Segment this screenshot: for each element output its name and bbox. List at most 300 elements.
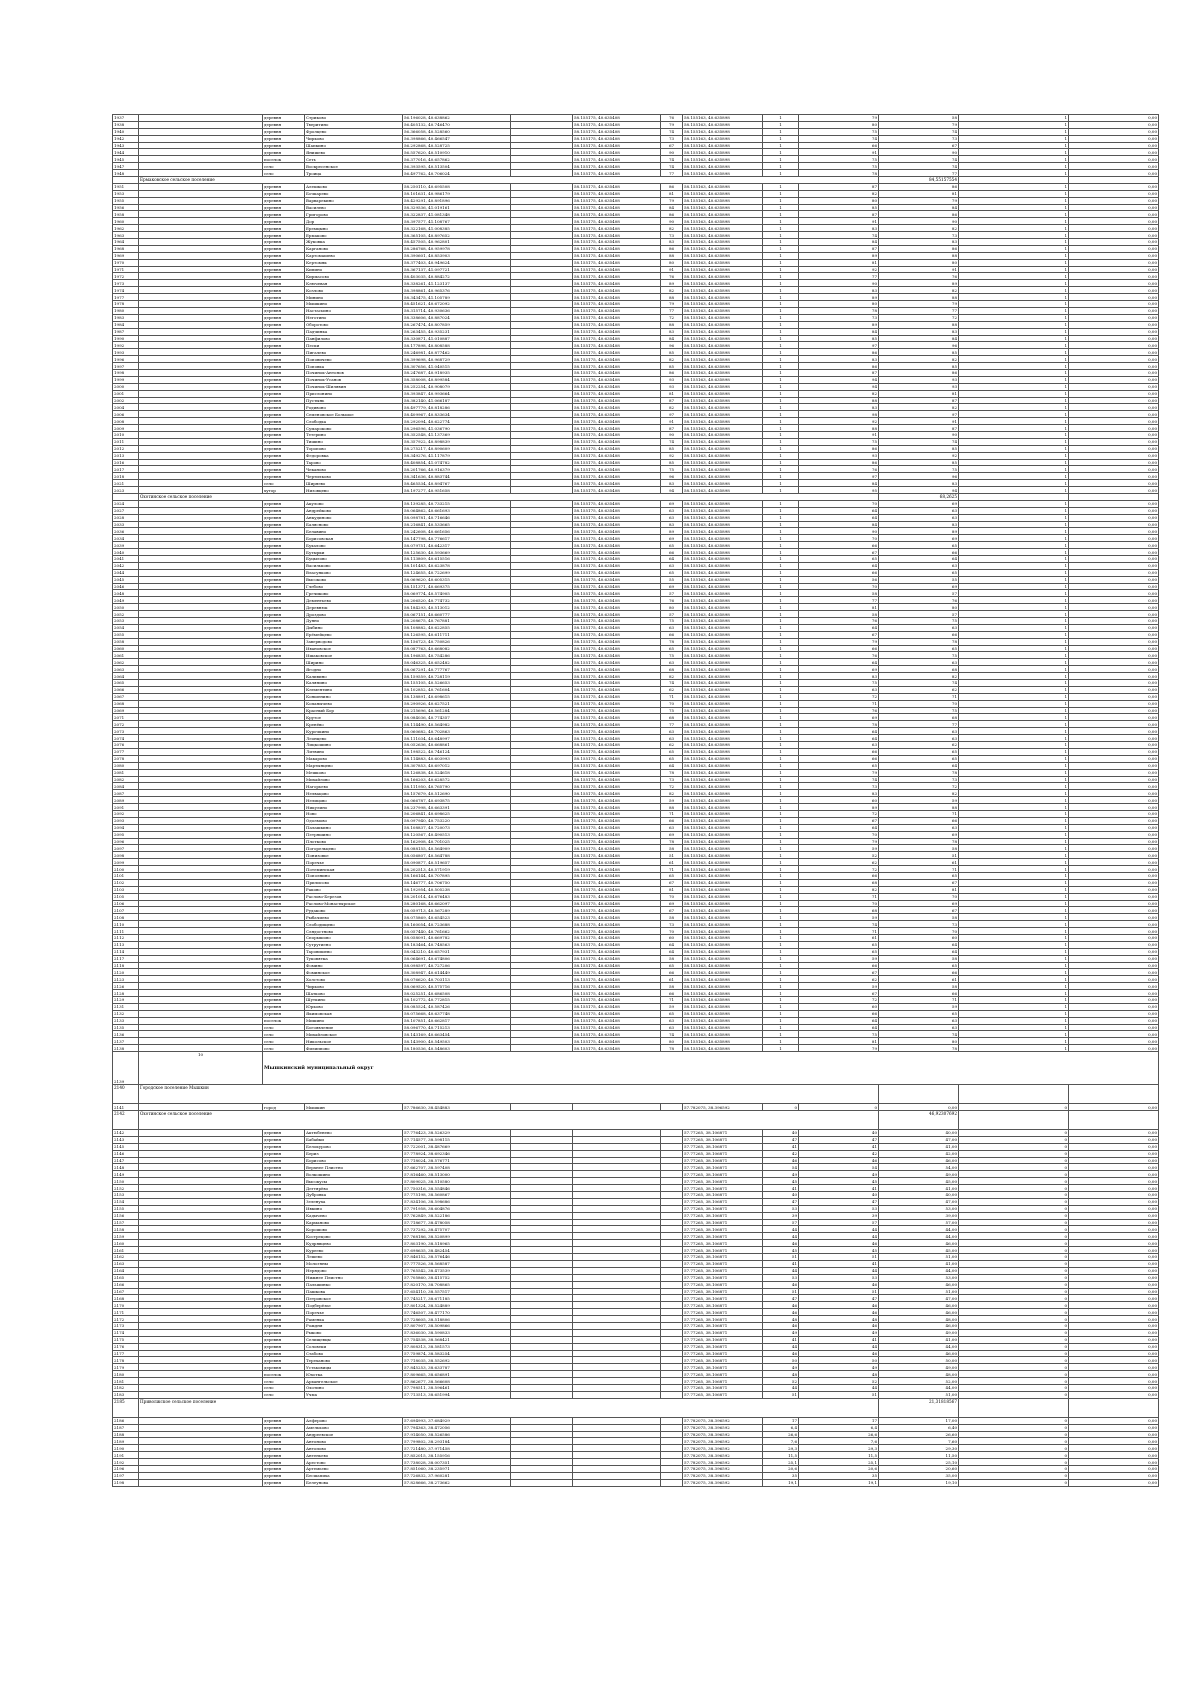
spacer-cell [511,376,573,383]
spacer-cell [573,1143,661,1150]
row-number: 2147 [113,1157,139,1164]
distance-a: 45 [763,1178,799,1185]
settlement-coords: 58.196835, 40.754286 [403,652,511,659]
distance-a: 17 [763,1417,799,1424]
row-number: 2091 [113,804,139,811]
center-coords: 58.155175, 40.635408 [573,673,661,680]
table-row [113,342,1159,349]
distance-value: 65 [661,755,683,762]
distance-value: 93 [661,383,683,390]
distance-b: 41 [799,1185,879,1192]
center-coords: 58.155175, 40.635408 [573,369,661,376]
settlement-type: деревня [263,707,305,714]
flag-value: 1 [959,914,1069,921]
result-value: 0,00 [1069,824,1159,831]
flag-value: 1 [959,797,1069,804]
settlement-type: село [263,1024,305,1031]
flag-value: 1 [959,397,1069,404]
spacer-cell [511,824,573,831]
distance-a: 65 [799,948,879,955]
spacer-cell [139,1130,263,1137]
distance-a: 75 [799,128,879,135]
settlement-coords: 58.409967, 40.833634 [403,411,511,418]
flag-value: 1 [959,804,1069,811]
flag-value: 1 [959,301,1069,308]
table-row [113,328,1159,335]
center-coords: 58.155175, 40.635408 [573,390,661,397]
result-value: 0,00 [1069,1424,1159,1431]
spacer-cell [511,997,573,1004]
count-value: 1 [763,755,799,762]
spacer-cell [573,1431,661,1438]
flag-value: 1 [959,962,1069,969]
hub-coords: 57.77265, 38.106871 [683,1357,763,1364]
hub-coords: 57.77265, 38.106871 [683,1371,763,1378]
spacer-cell [511,1212,573,1219]
settlement-coords: 58.338606, 40.887024 [403,314,511,321]
count-value: 1 [763,363,799,370]
distance-a: 65 [799,556,879,563]
row-number: 2084 [113,783,139,790]
distance-a: 47 [763,1136,799,1143]
spacer-cell [139,521,263,528]
count-value: 1 [763,273,799,280]
flag-value: 1 [959,680,1069,687]
distance-value: 82 [661,790,683,797]
table-row [113,1003,1159,1010]
spacer-cell [139,748,263,755]
distance-a: 87 [799,369,879,376]
settlement-coords: 58.076620, 40.703113 [403,976,511,983]
settlement-coords: 57.718024, 38.576771 [403,1157,511,1164]
distance-c: 49,00 [879,1329,959,1336]
distance-value: 77 [661,721,683,728]
count-value: 1 [763,735,799,742]
result-value: 0,00 [1069,1378,1159,1385]
distance-value: 78 [661,1045,683,1052]
count-value: 1 [763,397,799,404]
distance-b: 44 [799,1226,879,1233]
count-value: 1 [763,425,799,432]
distance-a: 73 [799,783,879,790]
spacer-cell [511,797,573,804]
settlement-coords: 56.393595, 40.513504 [403,163,511,170]
settlement-type: деревня [263,1316,305,1323]
settlement-coords: 56.398866, 40.466547 [403,135,511,142]
result-value: 0,00 [1069,1240,1159,1247]
settlement-name: Мартынцево [305,762,403,769]
distance-a: 76 [799,618,879,625]
spacer-cell [139,645,263,652]
row-number: 2073 [113,728,139,735]
settlement-type: деревня [263,742,305,749]
spacer-cell [511,1329,573,1336]
distance-a: 58 [799,590,879,597]
settlement-type: деревня [263,135,305,142]
distance-value: 69 [661,500,683,507]
distance-b: 66 [879,969,959,976]
count-value: 1 [763,693,799,700]
row-number: 1977 [113,294,139,301]
result-value: 0,00 [1069,225,1159,232]
distance-a: 41 [763,1336,799,1343]
hub-coords: 58.155163, 40.635898 [683,624,763,631]
center-coords: 58.155175, 40.635408 [573,914,661,921]
settlement-coords: 58.069620, 40.605315 [403,576,511,583]
row-number: 1958 [113,211,139,218]
spacer-cell [661,1130,683,1137]
result-value: 0,00 [1069,1247,1159,1254]
row-number: 2011 [113,438,139,445]
row-number: 2058 [113,638,139,645]
distance-value: 85 [661,445,683,452]
section-total: 21,31818567 [879,1398,959,1417]
spacer-cell [139,769,263,776]
table-row [113,934,1159,941]
settlement-coords: 58.046325, 40.652482 [403,659,511,666]
spacer-cell [573,1185,661,1192]
spacer-cell [511,1198,573,1205]
result-value: 0,00 [1069,115,1159,122]
distance-a: 94 [799,383,879,390]
distance-value: 79 [661,197,683,204]
settlement-name: Еремцыно [305,225,403,232]
distance-b: 72 [879,314,959,321]
distance-b: 46 [799,1302,879,1309]
center-coords: 58.155175, 40.635408 [573,266,661,273]
distance-a: 48 [763,1316,799,1323]
flag-value: 1 [959,755,1069,762]
spacer-cell [661,1302,683,1309]
row-number: 2061 [113,652,139,659]
spacer-cell [511,1130,573,1137]
table-row [113,810,1159,817]
distance-a: 74 [799,135,879,142]
row-number: 2095 [113,831,139,838]
settlement-name: Родивоно [305,404,403,411]
row-number: 2133 [113,1017,139,1024]
distance-value: 96 [661,342,683,349]
distance-value: 67 [661,142,683,149]
count-value: 1 [763,962,799,969]
table-row [113,990,1159,997]
distance-a: 95 [799,487,879,494]
spacer-cell [573,1198,661,1205]
settlement-coords: 58.352548, 41.137369 [403,431,511,438]
center-coords: 58.155175, 40.635408 [573,831,661,838]
distance-b: 69 [879,500,959,507]
distance-b: 46 [799,1157,879,1164]
flag-value: 1 [959,128,1069,135]
count-value: 1 [763,590,799,597]
settlement-name: Ширино [305,659,403,666]
result-value: 0,00 [1069,383,1159,390]
distance-value: 83 [661,239,683,246]
distance-b: 53 [799,1205,879,1212]
flag-value: 1 [959,163,1069,170]
table-row [113,204,1159,211]
distance-a: 84 [799,239,879,246]
table-row [113,507,1159,514]
spacer-cell [139,886,263,893]
spacer-cell [139,418,263,425]
table-row [113,659,1159,666]
distance-b: 85 [879,363,959,370]
spacer-cell [139,197,263,204]
table-row [113,831,1159,838]
spacer-cell [139,1465,263,1472]
settlement-name: Литвино [305,748,403,755]
settlement-type: деревня [263,115,305,122]
distance-value: 65 [661,542,683,549]
distance-value: 74 [661,1031,683,1038]
spacer-cell [139,707,263,714]
table-row [113,1233,1159,1240]
settlement-coords: 57.791958, 38.604876 [403,1205,511,1212]
settlement-coords: 56.206841, 40.698625 [403,810,511,817]
table-row [113,500,1159,507]
table-row [113,1329,1159,1336]
spacer-cell [573,1130,661,1137]
settlement-name: Тишино [305,438,403,445]
spacer-cell [661,1247,683,1254]
row-number: 2018 [113,473,139,480]
spacer-cell [139,1185,263,1192]
distance-b: 7,6 [799,1438,879,1445]
settlement-type: деревня [263,783,305,790]
hub-coords: 58.155163, 40.635898 [683,376,763,383]
spacer-cell [573,1254,661,1261]
settlement-type: деревня [263,569,305,576]
table-row [113,976,1159,983]
settlement-name: Дроздово [305,611,403,618]
settlement-coords: 58.290926, 40.627521 [403,700,511,707]
settlement-coords: 58.056807, 40.564788 [403,852,511,859]
distance-a: 59 [799,914,879,921]
settlement-type: деревня [263,1143,305,1150]
spacer-cell [139,549,263,556]
distance-a: 49 [763,1329,799,1336]
settlement-type: деревня [263,314,305,321]
distance-a: 87 [799,245,879,252]
settlement-type: деревня [263,418,305,425]
distance-b: 62 [879,742,959,749]
spacer-cell [139,245,263,252]
distance-a: 49 [763,1364,799,1371]
distance-b: 40 [799,1192,879,1199]
distance-b: 46 [799,1309,879,1316]
spacer-cell [511,990,573,997]
count-value: 1 [763,342,799,349]
settlement-type: деревня [263,307,305,314]
distance-value: 73 [661,232,683,239]
row-number: 2028 [113,514,139,521]
result-value: 0,00 [1069,776,1159,783]
distance-value: 91 [661,266,683,273]
count-value: 1 [763,941,799,948]
settlement-name: Раслово-Монастырское [305,900,403,907]
row-number: 2106 [113,900,139,907]
distance-a: 51 [763,1288,799,1295]
row-number: 2078 [113,755,139,762]
settlement-name: Бутырки [305,549,403,556]
settlement-coords: 57.738028, 38.007351 [403,1459,511,1466]
center-coords: 58.155175, 40.635408 [573,287,661,294]
distance-value: 85 [661,363,683,370]
settlement-type: деревня [263,810,305,817]
center-coords: 58.155175, 40.635408 [573,686,661,693]
hub-coords: 58.155163, 40.635898 [683,128,763,135]
row-number: 1978 [113,301,139,308]
result-value: 0,00 [1069,831,1159,838]
table-row [113,1479,1159,1486]
spacer-cell [661,1150,683,1157]
settlement-type: деревня [263,1357,305,1364]
distance-b: 41 [799,1260,879,1267]
hub-coords: 57.77265, 38.106871 [683,1288,763,1295]
distance-c: 46,00 [879,1302,959,1309]
spacer-cell [511,390,573,397]
count-value: 1 [763,466,799,473]
settlement-coords: 57.809665, 38.656891 [403,1371,511,1378]
center-coords: 58.155175, 40.635408 [573,714,661,721]
settlement-name: Богоявление [305,1024,403,1031]
spacer-cell [139,301,263,308]
flag-value: 0 [959,1465,1069,1472]
center-coords: 58.155175, 40.635408 [573,1024,661,1031]
settlement-coords: 58.367137, 41.097721 [403,266,511,273]
table-row [113,769,1159,776]
settlement-coords: 58.151371, 40.669375 [403,583,511,590]
spacer-cell [511,576,573,583]
distance-b: 0 [799,1104,879,1111]
table-row [113,542,1159,549]
flag-value: 0 [959,1378,1069,1385]
distance-b: 74 [879,156,959,163]
settlement-coords: 57.722001, 38.487669 [403,1143,511,1150]
distance-b: 63 [879,1024,959,1031]
settlement-name: Бериз [305,1150,403,1157]
center-coords: 58.155175, 40.635408 [573,121,661,128]
spacer-cell [139,742,263,749]
distance-c: 51,00 [879,1391,959,1398]
count-value: 1 [763,783,799,790]
table-row [113,397,1159,404]
hub-coords: 58.155163, 40.635898 [683,411,763,418]
hub-coords: 58.155163, 40.635898 [683,790,763,797]
table-row [113,886,1159,893]
result-value: 0,00 [1069,294,1159,301]
spacer-cell [511,583,573,590]
distance-value: 63 [661,1017,683,1024]
table-row [113,487,1159,494]
settlement-type: деревня [263,1459,305,1466]
spacer-cell [511,1240,573,1247]
settlement-type: деревня [263,983,305,990]
distance-a: 85 [799,204,879,211]
settlement-type: деревня [263,928,305,935]
settlement-coords: 57.759874, 38.583254 [403,1350,511,1357]
spacer-cell [139,121,263,128]
distance-c: 41,00 [879,1185,959,1192]
distance-b: 63 [879,507,959,514]
distance-c: 53,00 [879,1205,959,1212]
settlement-type: деревня [263,638,305,645]
hub-coords: 57.77265, 38.106871 [683,1336,763,1343]
distance-c: 48,00 [879,1371,959,1378]
distance-c: 57,00 [879,1219,959,1226]
distance-b: 47 [799,1136,879,1143]
spacer-cell [511,611,573,618]
distance-a: 59 [799,983,879,990]
spacer-cell [139,466,263,473]
distance-value: 84 [661,335,683,342]
flag-value: 0 [959,1302,1069,1309]
table-row [113,838,1159,845]
settlement-name: Карманово [305,1219,403,1226]
flag-value: 1 [959,363,1069,370]
settlement-coords: 58.377403, 40.949624 [403,259,511,266]
flag-value: 1 [959,597,1069,604]
hub-coords: 58.155163, 40.635898 [683,618,763,625]
settlement-coords: 58.125630, 40.593669 [403,549,511,556]
count-value: 1 [763,218,799,225]
distance-a: 79 [799,115,879,122]
spacer-cell [511,962,573,969]
table-row [113,611,1159,618]
count-value: 1 [763,542,799,549]
hub-coords: 57.77265, 38.106871 [683,1178,763,1185]
flag-value: 0 [959,1192,1069,1199]
row-number: 2016 [113,459,139,466]
settlement-name: Слободищево [305,921,403,928]
table-row [113,962,1159,969]
distance-value: 57 [661,611,683,618]
distance-b: 87 [879,425,959,432]
spacer-cell [139,1472,263,1479]
distance-a: 51 [763,1391,799,1398]
distance-b: 84 [879,204,959,211]
table-row [113,645,1159,652]
spacer-cell [511,831,573,838]
hub-coords: 57.77265, 38.106871 [683,1185,763,1192]
distance-c: 35,00 [879,1472,959,1479]
spacer-cell [959,493,1069,500]
distance-value: 58 [661,983,683,990]
distance-a: 78 [799,307,879,314]
spacer-cell [139,1136,263,1143]
spacer-cell [661,1212,683,1219]
settlement-type: деревня [263,1417,305,1424]
distance-a: 40 [763,1192,799,1199]
settlement-coords: 58.252254, 40.908079 [403,383,511,390]
spacer-cell [139,983,263,990]
settlement-type: село [263,1031,305,1038]
distance-b: 40 [799,1130,879,1137]
count-value: 1 [763,914,799,921]
count-value: 1 [763,990,799,997]
spacer-cell [511,135,573,142]
settlement-type: деревня [263,1267,305,1274]
count-value: 1 [763,115,799,122]
settlement-type: деревня [263,556,305,563]
table-row [113,1130,1159,1137]
settlement-coords: 58.296596, 41.036790 [403,425,511,432]
spacer-cell [139,294,263,301]
distance-b: 64 [879,556,959,563]
hub-coords: 58.155163, 40.635898 [683,866,763,873]
settlement-coords: 58.075668, 40.637748 [403,1010,511,1017]
